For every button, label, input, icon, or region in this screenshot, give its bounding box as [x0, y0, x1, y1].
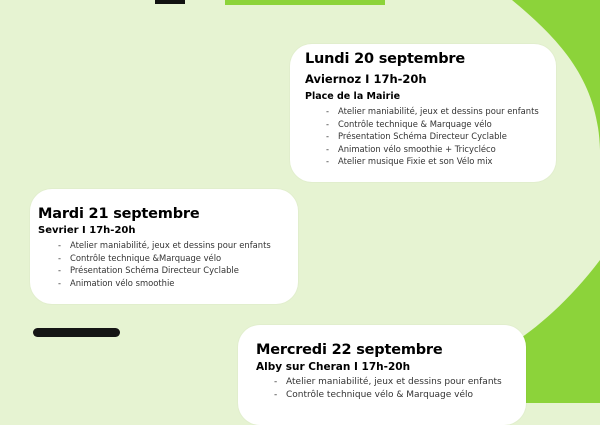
event-date: Lundi 20 septembre [305, 51, 465, 67]
decorative-dash [33, 328, 120, 337]
activity-item: - Présentation Schéma Directeur Cyclable [58, 264, 271, 277]
event-card-lundi [290, 44, 556, 182]
activity-item: - Présentation Schéma Directeur Cyclable [326, 130, 539, 143]
event-card-mercredi [238, 325, 526, 425]
event-card-mardi [30, 189, 298, 304]
activity-list [58, 239, 271, 289]
activity-item: - Animation vélo smoothie + Tricycléco [326, 143, 539, 156]
activity-list [326, 105, 539, 168]
event-location-time: Aviernoz I 17h-20h [305, 72, 427, 86]
event-place: Place de la Mairie [305, 91, 401, 102]
activity-item: - Atelier musique Fixie et son Vélo mix [326, 155, 539, 168]
activity-list [274, 376, 502, 402]
activity-item: - Atelier maniabilité, jeux et dessins pour enfants [326, 105, 539, 118]
activity-item: - Contrôle technique &Marquage vélo [58, 252, 271, 265]
activity-item: - Contrôle technique vélo & Marquage vélo [274, 389, 502, 402]
event-date: Mercredi 22 septembre [256, 342, 443, 358]
activity-item: - Contrôle technique & Marquage vélo [326, 118, 539, 131]
activity-item: - Atelier maniabilité, jeux et dessins pour enfants [58, 239, 271, 252]
event-location-time: Sevrier I 17h-20h [38, 225, 136, 236]
activity-item: - Atelier maniabilité, jeux et dessins pour enfants [274, 376, 502, 389]
event-location-time: Alby sur Cheran I 17h-20h [256, 361, 411, 373]
event-date: Mardi 21 septembre [38, 206, 200, 222]
activity-item: - Animation vélo smoothie [58, 277, 271, 290]
